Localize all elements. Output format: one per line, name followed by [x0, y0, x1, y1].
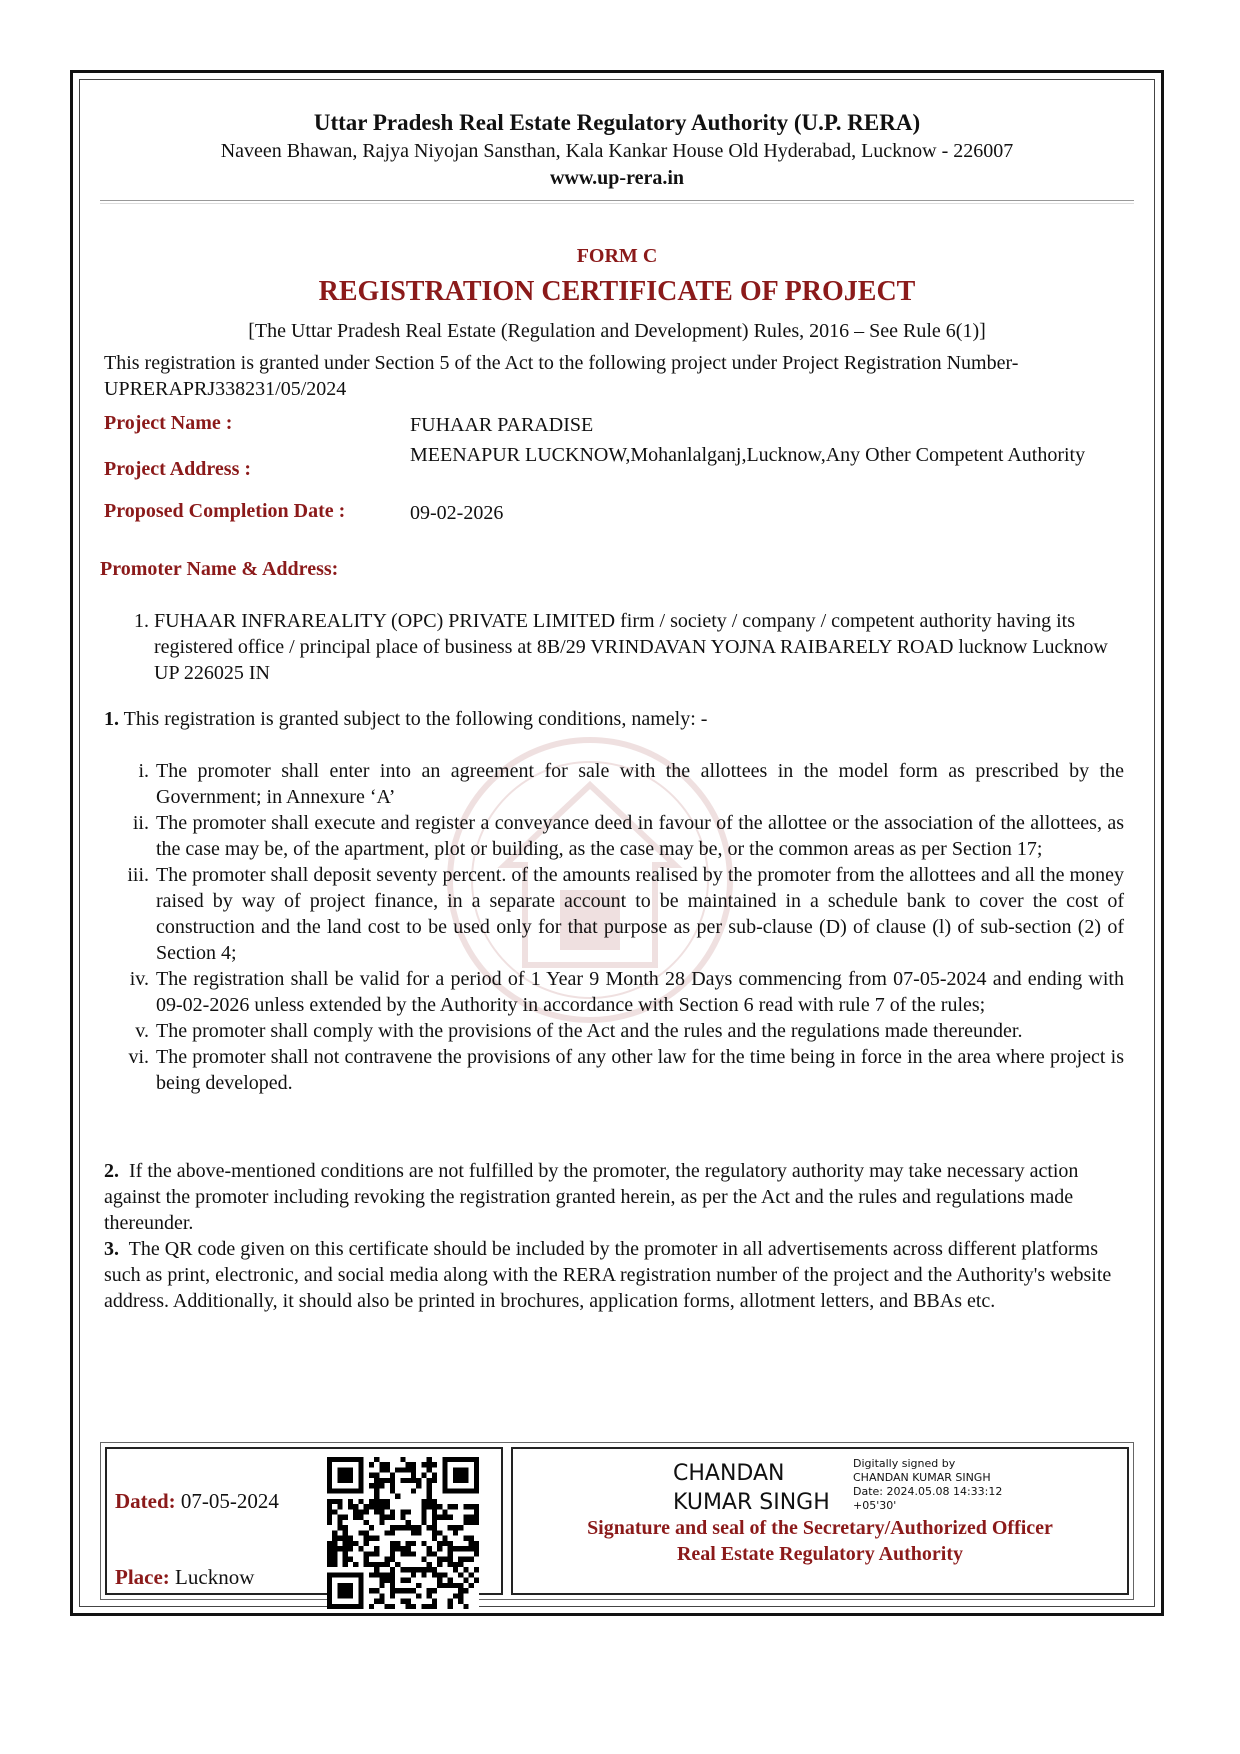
paragraph-2	[104, 1158, 1124, 1236]
authority-name: Uttar Pradesh Real Estate Regulatory Authority (U.P. RERA)	[313, 110, 921, 135]
signer-name-line2: KUMAR SINGH	[673, 1490, 830, 1515]
conditions-intro-text: This registration is granted subject to the following conditions, namely: -	[123, 708, 708, 730]
project-name-value: FUHAAR PARADISE	[410, 414, 594, 436]
completion-date-value: 09-02-2026	[410, 502, 504, 524]
conditions-list	[104, 758, 1124, 1096]
condition-item: ii. The promoter shall execute and register a conveyance deed in favour of the allottee or the association of the allottees, as the case may be, of the apartment, plot or building, as the case may be, or the common areas as per Section 17;	[154, 810, 1124, 862]
project-address-value: MEENAPUR LUCKNOW,Mohanlalganj,Lucknow,Any Other Competent Authority	[410, 444, 1086, 466]
digital-sig-line: +05'30'	[853, 1499, 897, 1512]
promoter-heading: Promoter Name & Address:	[100, 558, 339, 580]
promoter-list	[104, 608, 1124, 686]
signer-name	[673, 1459, 843, 1517]
signature-box	[511, 1447, 1129, 1595]
qr-code-icon	[327, 1457, 479, 1609]
place-value: Lucknow	[175, 1565, 255, 1589]
dated-label: Dated:	[115, 1489, 176, 1513]
condition-item: vi. The promoter shall not contravene the provisions of any other law for the time being in force in the area where project is being developed.	[154, 1044, 1124, 1096]
certificate-title: REGISTRATION CERTIFICATE OF PROJECT	[318, 276, 916, 307]
digital-sig-line: CHANDAN KUMAR SINGH	[853, 1471, 991, 1484]
condition-item: i. The promoter shall enter into an agreement for sale with the allottees in the model form as prescribed by the Government; in Annexure ‘A’	[154, 758, 1124, 810]
condition-item: iv. The registration shall be valid for a period of 1 Year 9 Month 28 Days commencing from 07-05-2024 and ending with 09-02-2026 unless extended by the Authority in accordance with Section 6 read with rule 7 of the rules;	[154, 966, 1124, 1018]
condition-item: iii. The promoter shall deposit seventy percent. of the amounts realised by the promoter from the allottees and all the money raised by way of project finance, in a separate account to be maintained in a schedule bank to cover the cost of construction and the land cost to be used only for that purpose as per sub-clause (D) of clause (l) of sub-section (2) of Section 4;	[154, 862, 1124, 966]
condition-item: v. The promoter shall comply with the provisions of the Act and the rules and the regulations made thereunder.	[154, 1018, 1124, 1044]
paragraph-3-text: The QR code given on this certificate should be included by the promoter in all advertisements across different platforms such as print, electronic, and social media along with the RERA registration number of the project and the Authority's website address. Additionally, it should also be printed in brochures, application forms, allotment letters, and BBAs etc.	[104, 1238, 1112, 1312]
paragraph-3	[104, 1236, 1124, 1314]
grant-statement: This registration is granted under Section 5 of the Act to the following project under Project Registration Number- UPRERAPRJ338231/05/2024	[104, 352, 1019, 400]
paragraph-3-number: 3.	[104, 1238, 119, 1260]
project-name-label: Project Name :	[104, 412, 233, 434]
signer-name-line1: CHANDAN	[673, 1461, 785, 1486]
completion-date-label: Proposed Completion Date :	[104, 500, 346, 522]
authority-address: Naveen Bhawan, Rajya Niyojan Sansthan, Kala Kankar House Old Hyderabad, Lucknow - 226007	[220, 140, 1014, 162]
signature-section	[100, 1442, 1134, 1600]
dated-row	[115, 1489, 279, 1514]
dated-value: 07-05-2024	[180, 1489, 279, 1513]
conditions-intro	[104, 708, 1124, 731]
paragraph-2-number: 2.	[104, 1160, 119, 1182]
header-divider	[100, 200, 1134, 204]
date-place-box	[105, 1447, 503, 1595]
promoter-item: 1. FUHAAR INFRAREALITY (OPC) PRIVATE LIMITED firm / society / company / competent authority having its registered office / principal place of business at 8B/29 VRINDAVAN YOJNA RAIBARELY ROAD lucknow Lucknow UP 226025 IN	[154, 608, 1124, 686]
place-row	[115, 1565, 254, 1590]
form-label: FORM C	[576, 245, 658, 267]
conditions-number: 1.	[104, 708, 119, 730]
rules-reference: [The Uttar Pradesh Real Estate (Regulation and Development) Rules, 2016 – See Rule 6(1)]	[248, 320, 986, 342]
certificate-inner-border	[79, 79, 1155, 1607]
digital-sig-line: Date: 2024.05.08 14:33:12	[853, 1485, 1003, 1498]
digital-sig-line: Digitally signed by	[853, 1457, 956, 1470]
project-address-label: Project Address :	[104, 458, 252, 480]
paragraph-2-text: If the above-mentioned conditions are not fulfilled by the promoter, the regulatory authority may take necessary action against the promoter including revoking the registration granted herein, as per the Act and the rules and regulations made thereunder.	[104, 1160, 1079, 1234]
signature-caption-2: Real Estate Regulatory Authority	[676, 1543, 964, 1565]
certificate-frame	[70, 70, 1164, 1616]
place-label: Place:	[115, 1565, 170, 1589]
signature-caption-1: Signature and seal of the Secretary/Authorized Officer	[587, 1517, 1053, 1539]
authority-website: www.up-rera.in	[549, 167, 685, 189]
digital-signature-details	[853, 1457, 1033, 1513]
